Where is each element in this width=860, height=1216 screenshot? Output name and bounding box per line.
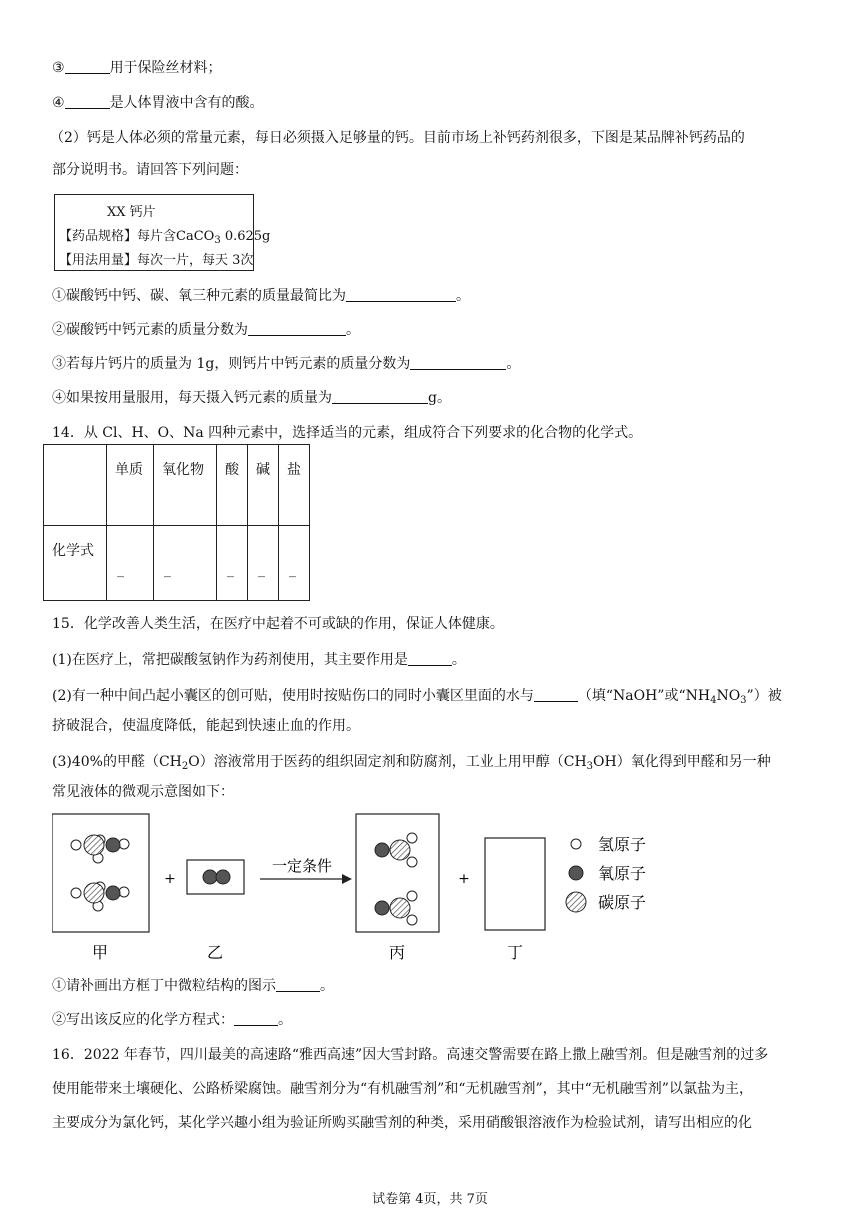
formaldehyde-molecule-1 (375, 833, 417, 867)
legend (566, 835, 646, 912)
label-spec: 【药品规格】每片含CaCO$_3$ 0.625g (59, 229, 271, 246)
q15-text: 15．化学改善人类生活，在医疗中起着不可或缺的作用，保证人体健康。 (52, 616, 504, 632)
answer-blank[interactable] (410, 355, 506, 370)
formula-table (43, 444, 310, 601)
answer-blank[interactable] (248, 321, 346, 336)
q13-item-4: ④ 是人体胃液中含有的酸。 (52, 95, 264, 111)
box-jia (52, 814, 149, 932)
q15-part2-line2: 挤破混合，使温度降低，能起到快速止血的作用。 (52, 718, 360, 734)
answer-blank[interactable] (65, 59, 110, 74)
label-bing: 丙 (388, 943, 406, 962)
q15-part3-line2: 常见液体的微观示意图如下： (52, 784, 234, 800)
answer-blank[interactable] (346, 287, 456, 302)
answer-cell[interactable]: _ (217, 526, 248, 601)
reaction-diagram (52, 808, 672, 968)
q13-item-3: ③ 用于保险丝材料； (52, 60, 222, 76)
q15-part2-line1: (2)有一种中间凸起小囊区的创可贴，使用时按贴伤口的同时小囊区里面的水与 （填“NaOH”或“$NH_4NO_3$”）被 (52, 688, 782, 706)
label-yi: 乙 (206, 943, 224, 962)
methanol-molecule-2 (71, 882, 129, 911)
header-acid: 酸 (217, 445, 248, 526)
q15-part3-line1: (3)40%的甲醛$(CH_2O)$溶液常用于医药的组织固定剂和防腐剂，工业上用甲醇$(CH_3OH)$氧化得到甲醛和另一种 (52, 754, 771, 772)
methanol-molecule-1 (71, 835, 129, 863)
answer-blank[interactable] (65, 94, 110, 109)
q13-sub2: ②碳酸钙中钙元素的质量分数为 。 (52, 322, 360, 338)
q13-part2-line1: （2）钙是人体必须的常量元素，每日必须摄入足够量的钙。目前市场上补钙药剂很多，下图是某品牌补钙药品的 (50, 130, 745, 146)
q15-part3-ii: ②写出该反应的化学方程式： 。 (52, 1012, 292, 1028)
arrow-label: 一定条件 (271, 857, 333, 875)
box-ding (485, 838, 545, 930)
q16-line3: 主要成分为氯化钙，某化学兴趣小组为验证所购买融雪剂的种类，采用硝酸银溶液作为检验试剂，请写出相应的化 (52, 1115, 752, 1131)
legend-oxygen: 氧原子 (598, 864, 647, 883)
header-salt: 盐 (279, 445, 310, 526)
answer-cell[interactable]: _ (154, 526, 217, 601)
header-base: 碱 (248, 445, 279, 526)
answer-blank[interactable] (276, 977, 320, 992)
q13-sub3: ③若每片钙片的质量为 1g，则钙片中钙元素的质量分数为 。 (52, 356, 521, 372)
page-footer: 试卷第 4页，共 7页 (372, 1192, 488, 1207)
q16-line2: 使用能带来土壤硬化、公路桥梁腐蚀。融雪剂分为“有机融雪剂”和“无机融雪剂”，其中“无机融雪剂”以氯盐为主， (52, 1081, 753, 1097)
answer-blank[interactable] (408, 651, 452, 666)
medicine-label-box (54, 194, 271, 271)
legend-carbon: 碳原子 (598, 893, 647, 912)
legend-hydrogen: 氢原子 (598, 835, 647, 854)
header-oxide: 氧化物 (154, 445, 217, 526)
answer-cell[interactable]: _ (107, 526, 154, 601)
q14-text: 14．从 Cl、H、O、Na 四种元素中，选择适当的元素，组成符合下列要求的化合物的化学式。 (52, 425, 643, 441)
answer-cell[interactable]: _ (248, 526, 279, 601)
q15-part1: (1)在医疗上，常把碳酸氢钠作为药剂使用，其主要作用是 。 (52, 652, 466, 668)
label-usage: 【用法用量】每次一片，每天 3次 (59, 253, 254, 268)
q16-line1: 16．2022 年春节，四川最美的高速路“雅西高速”因大雪封路。高速交警需要在路上撒上融雪剂。但是融雪剂的过多 (52, 1047, 769, 1063)
row-label: 化学式 (44, 526, 107, 601)
table-corner (44, 445, 107, 526)
answer-blank[interactable] (234, 1011, 278, 1026)
label-jia: 甲 (91, 943, 109, 962)
q15-part3-i: ①请补画出方框丁中微粒结构的图示 。 (52, 978, 334, 994)
q13-part2-line2: 部分说明书。请回答下列问题： (52, 162, 248, 178)
formaldehyde-molecule-2 (375, 891, 417, 925)
svg-text:+: + (458, 871, 470, 887)
q13-sub1: ①碳酸钙中钙、碳、氧三种元素的质量最简比为 。 (52, 288, 470, 304)
answer-blank[interactable] (332, 389, 428, 404)
answer-cell[interactable]: _ (279, 526, 310, 601)
header-element: 单质 (107, 445, 154, 526)
q13-sub4: ④如果按用量服用，每天摄入钙元素的质量为 g。 (52, 390, 451, 406)
plus-sign: + (164, 871, 176, 887)
label-ding: 丁 (506, 943, 524, 962)
label-title: XX 钙片 (107, 205, 156, 220)
answer-blank[interactable] (534, 687, 578, 702)
